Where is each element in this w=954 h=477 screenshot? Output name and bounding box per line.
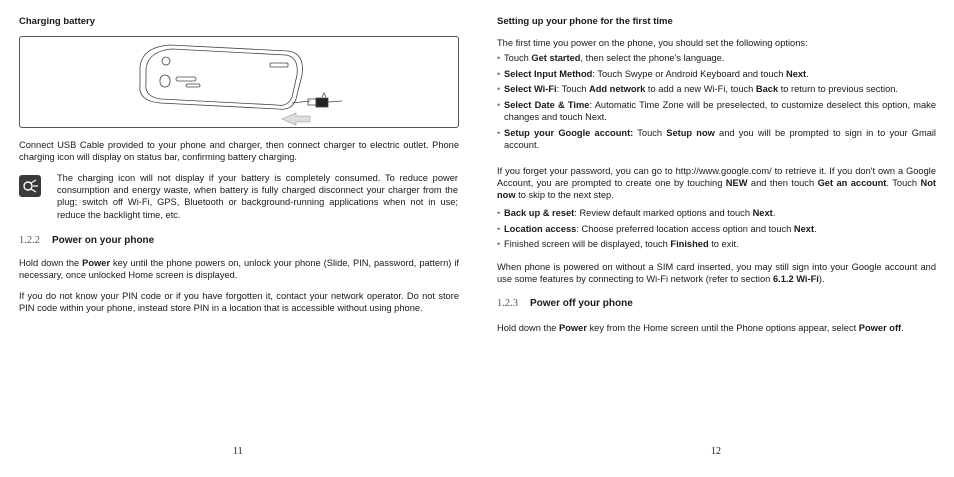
sim-paragraph: When phone is powered on without a SIM card inserted, you may still sign into your Google account and use some features by connecting to Wi-Fi network (refer to section 6.1.2 Wi-Fi). xyxy=(497,262,936,285)
tip-note-text: The charging icon will not display if your battery is completely consumed. To reduce power consumption and energy waste, when battery is fully charged disconnect your charger from the plug; switch off Wi-Fi, GPS, Bluetooth or background-running applications when not in use; reduce the backlight time, etc. xyxy=(57,173,458,220)
list-item: • Touch Get started, then select the phone's language. xyxy=(497,52,936,64)
list-item: • Setup your Google account: Touch Setup now and you will be prompted to sign in to your Gmail account. xyxy=(497,127,936,151)
section-number: 1.2.2 xyxy=(19,235,40,246)
list-item: • Select Input Method: Touch Swype or Android Keyboard and touch Next. xyxy=(497,68,936,80)
tip-icon xyxy=(19,175,41,197)
list-item: • Back up & reset: Review default marked options and touch Next. xyxy=(497,207,936,219)
power-off-paragraph: Hold down the Power key from the Home screen until the Phone options appear, select Power off. xyxy=(497,323,904,333)
list-item: • Location access: Choose preferred location access option and touch Next. xyxy=(497,223,936,235)
section-heading-power-off xyxy=(497,298,633,310)
setup-heading: Setting up your phone for the first time xyxy=(497,16,673,27)
power-on-post: key until the phone powers on, unlock your phone (Slide, PIN, password, pattern) if necessary, once unlocked Home screen is displayed. xyxy=(19,258,459,281)
phone-charging-illustration xyxy=(20,37,458,127)
setup-intro: The first time you power on the phone, you should set the following options: xyxy=(497,38,808,48)
connect-usb-paragraph: Connect USB Cable provided to your phone and charger, then connect charger to electric outlet. Phone charging icon will display on status bar, confirming battery charging. xyxy=(19,140,459,163)
power-key-label: Power xyxy=(82,258,111,268)
section-title: Power on your phone xyxy=(52,235,155,246)
section-number: 1.2.3 xyxy=(497,298,518,309)
charging-illustration xyxy=(19,36,459,128)
list-item: • Select Wi-Fi: Touch Add network to add a new Wi-Fi, touch Back to return to previous section. xyxy=(497,83,936,95)
pin-paragraph: If you do not know your PIN code or if you have forgotten it, contact your network operator. Do not store PIN code within your phone, instead store PIN in a location that is accessible without using phone. xyxy=(19,291,459,314)
page-number-left: 11 xyxy=(233,446,243,457)
list-item: • Select Date & Time: Automatic Time Zone will be preselected, to customize deselect this option, make changes and touch Next. xyxy=(497,99,936,123)
power-on-pre: Hold down the xyxy=(19,258,83,268)
setup-options-list xyxy=(497,52,936,154)
page-number-right: 12 xyxy=(711,446,721,457)
section-title: Power off your phone xyxy=(530,298,633,309)
list-item: • Finished screen will be displayed, touch Finished to exit. xyxy=(497,238,936,250)
section-heading-power-on xyxy=(19,235,154,247)
charging-battery-heading: Charging battery xyxy=(19,16,96,27)
forget-password-paragraph: If you forget your password, you can go to http://www.google.com/ to retrieve it. If you don't own a Google Account, you are prompted to create one by touching NEW and then touch Get an account. Touch Not now to skip to the next step. xyxy=(497,166,936,201)
backup-options-list xyxy=(497,207,936,254)
power-on-paragraph xyxy=(19,257,459,281)
